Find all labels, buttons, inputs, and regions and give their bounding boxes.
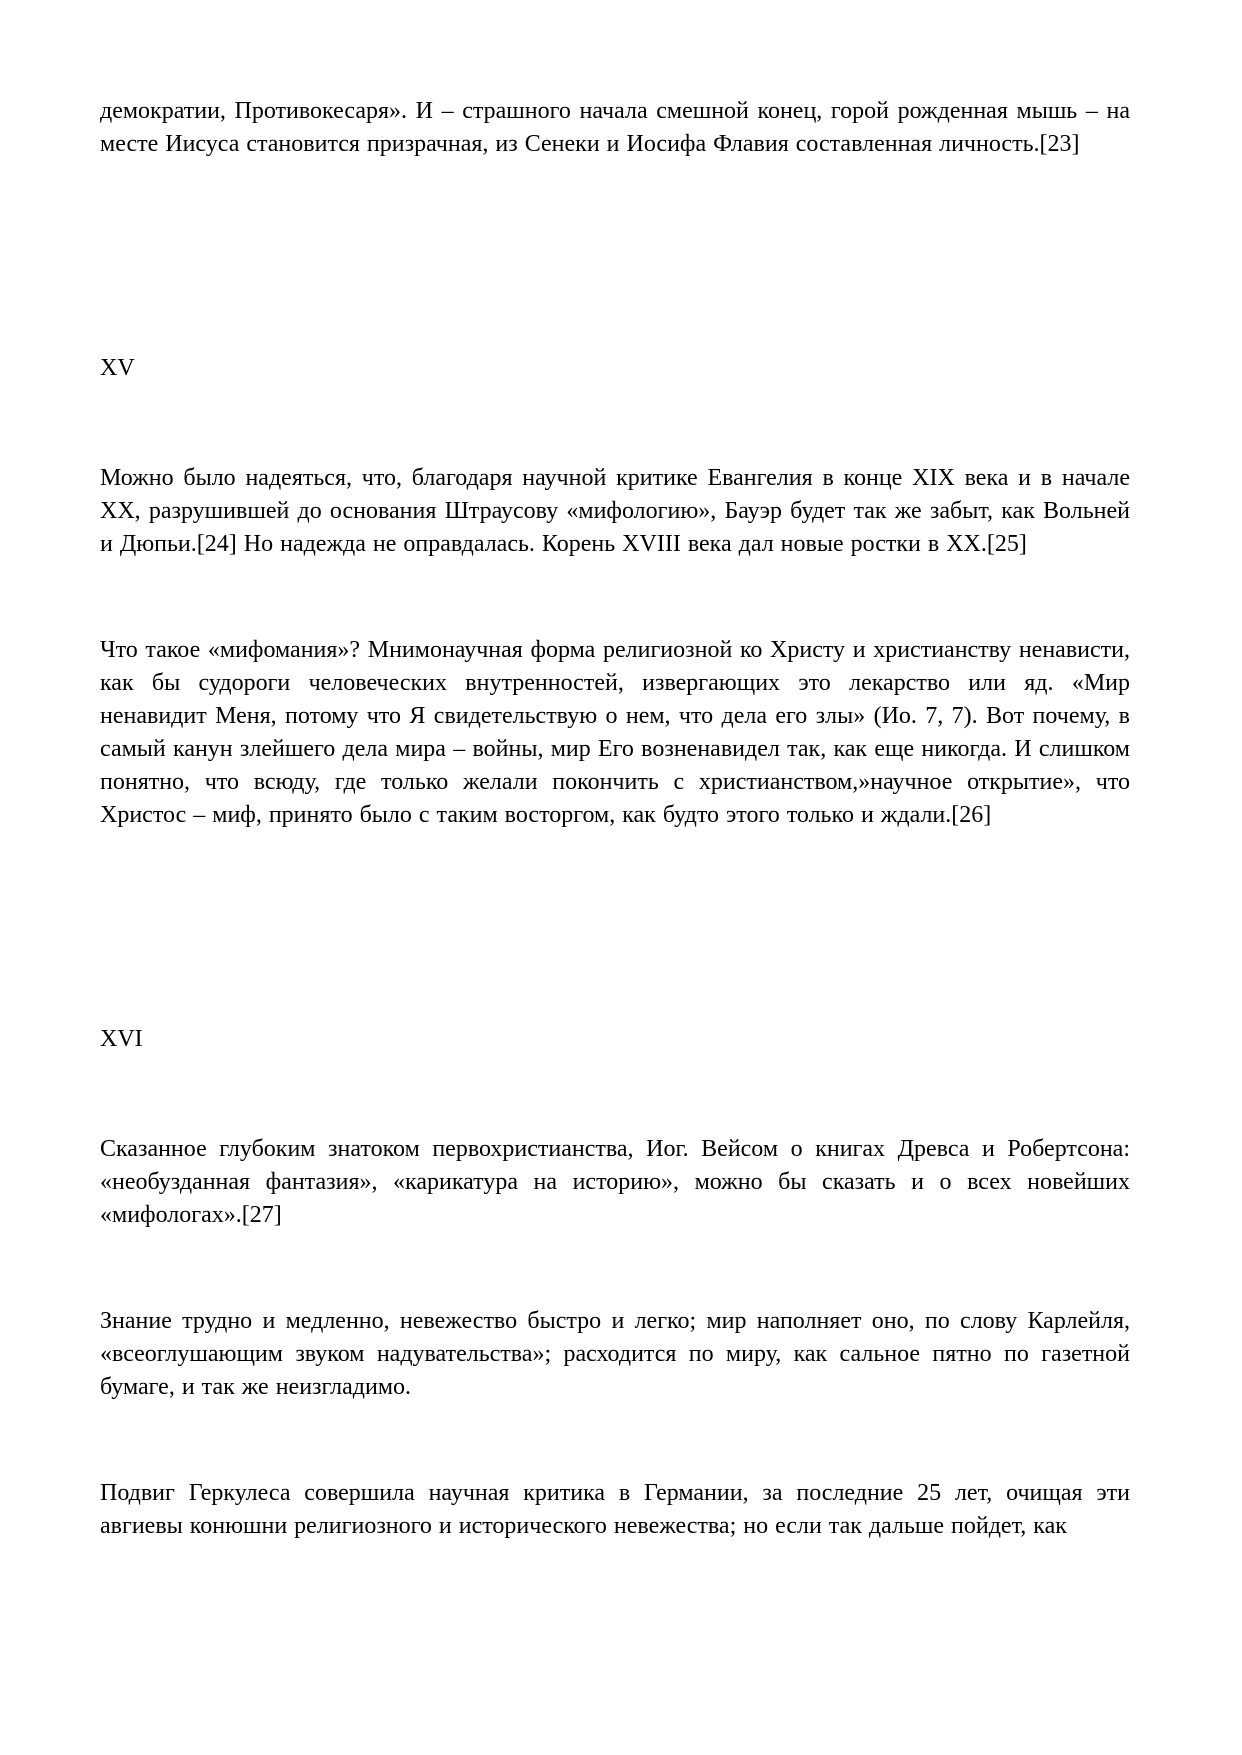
paragraph-scientific-critique: Можно было надеяться, что, благодаря научной критике Евангелия в конце XIX века и в начале XX, разрушившей до основания Штраусову «мифологию», Бауэр будет так же забыт, как Вольней и Дюпьи.[24] Но надежда не оправдалась. Корень XVIII века дал новые ростки в XX.[25] [100,465,1130,557]
paragraph-hercules-feat: Подвиг Геркулеса совершила научная критика в Германии, за последние 25 лет, очищая эти авгиевы конюшни религиозного и исторического невежества; но если так дальше пойдет, как [100,1480,1130,1539]
section-heading-xvi: XVI [100,1026,143,1052]
paragraph-mythomania: Что такое «мифомания»? Мнимонаучная форма религиозной ко Христу и христианству ненависти, как бы судороги человеческих внутренностей, извергающих это лекарство или яд. «Мир ненавидит Меня, потому что Я свидетельствую о нем, что дела его злы» (Ио. 7, 7). Вот почему, в самый канун злейшего дела мира – войны, мир Его возненавидел так, как еще никогда. И слишком понятно, что всюду, где только желали покончить с христианством,»научное открытие», что Христос – миф, принято было с таким восторгом, как будто этого только и ждали.[26] [100,637,1130,828]
paragraph-weiss-quote: Сказанное глубоким знатоком первохристианства, Иог. Вейсом о книгах Древса и Робертсона: «необузданная фантазия», «карикатура на историю», можно бы сказать и о всех новейших «мифологах».[27] [100,1136,1130,1228]
paragraph-knowledge-ignorance: Знание трудно и медленно, невежество быстро и легко; мир наполняет оно, по слову Карлейля, «всеоглушающим звуком надувательства»; расходится по миру, как сальное пятно по газетной бумаге, и так же неизгладимо. [100,1308,1130,1400]
paragraph-democracy-anticaesar: демократии, Противокесаря». И – страшного начала смешной конец, горой рожденная мышь – на месте Иисуса становится призрачная, из Сенеки и Иосифа Флавия составленная личность.[23] [100,98,1130,157]
section-heading-xv: XV [100,355,135,381]
